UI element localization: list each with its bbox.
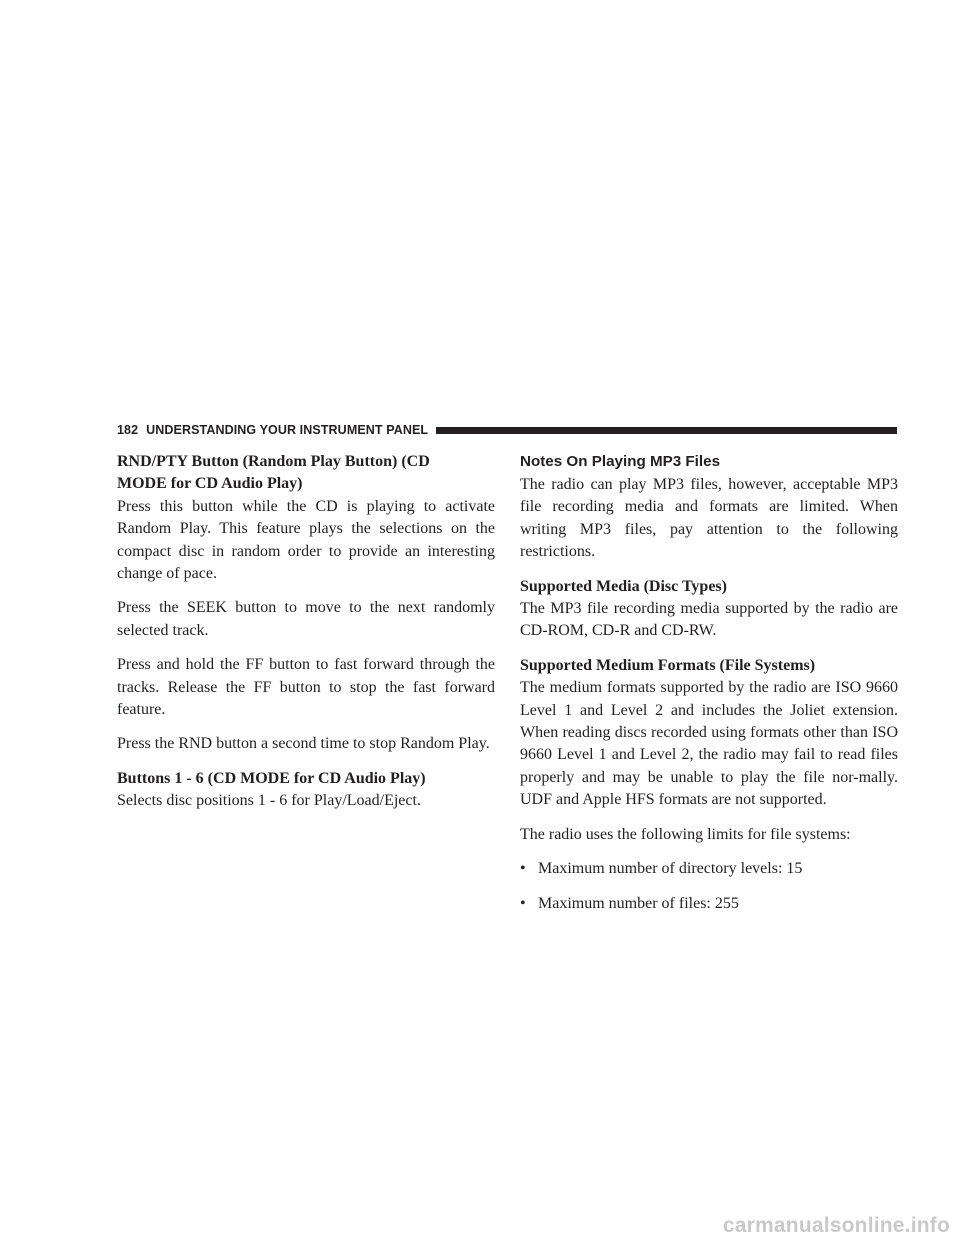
limit-files: Maximum number of files: 255 bbox=[538, 894, 739, 912]
mp3-heading-wrap bbox=[520, 452, 720, 472]
mp3-intro-paragraph: The radio can play MP3 files, however, acceptable MP3 file recording media and formats are limited. When writing MP3 files, pay attention to the following restrictions. bbox=[520, 476, 898, 561]
formats-section bbox=[520, 655, 898, 812]
rnd-heading-line1: RND/PTY Button (Random Play Button) (CD bbox=[117, 453, 430, 470]
rnd-paragraph-activate: Press this button while the CD is playing to activate Random Play. This feature plays the selections on the compact disc in random order to provide an interesting change of pace. bbox=[117, 497, 495, 583]
buttons-section bbox=[117, 768, 495, 813]
formats-heading: Supported Medium Formats (File Systems) bbox=[520, 656, 816, 674]
header-rule bbox=[436, 427, 897, 434]
rnd-paragraph-stop: Press the RND button a second time to stop Random Play. bbox=[117, 735, 490, 753]
media-paragraph: The MP3 file recording media supported by the radio are CD-ROM, CD-R and CD-RW. bbox=[520, 600, 898, 640]
list-item bbox=[520, 858, 898, 880]
buttons-heading: Buttons 1 - 6 (CD MODE for CD Audio Play) bbox=[117, 769, 426, 787]
limits-list bbox=[520, 858, 898, 915]
section-title: UNDERSTANDING YOUR INSTRUMENT PANEL bbox=[146, 423, 429, 437]
list-item bbox=[520, 893, 898, 915]
bullet-glyph: • bbox=[520, 894, 526, 912]
left-column bbox=[117, 451, 495, 825]
page-header bbox=[117, 421, 897, 439]
limits-intro-paragraph: The radio uses the following limits for file systems: bbox=[520, 825, 851, 843]
formats-paragraph: The medium formats supported by the radio are ISO 9660 Level 1 and Level 2 and includes the Joliet extension. When reading discs recorded using formats other than ISO 9660 Level 1 and Level 2, the radio may fail to read files properly and may be unable to play the file nor-mally. UDF and Apple HFS formats are not supported. bbox=[520, 679, 898, 809]
page-number: 182 bbox=[117, 423, 139, 437]
bullet-glyph: • bbox=[520, 860, 526, 878]
watermark: carmanualsonline.info bbox=[722, 1214, 950, 1237]
rnd-paragraph-ff: Press and hold the FF button to fast forward through the tracks. Release the FF button to stop the fast forward feature. bbox=[117, 656, 495, 719]
media-heading: Supported Media (Disc Types) bbox=[520, 577, 727, 595]
rnd-paragraph-seek: Press the SEEK button to move to the next randomly selected track. bbox=[117, 599, 495, 639]
buttons-paragraph: Selects disc positions 1 - 6 for Play/Load/Eject. bbox=[117, 792, 421, 810]
right-column bbox=[520, 474, 898, 927]
rnd-section bbox=[117, 451, 495, 585]
rnd-heading-line2: MODE for CD Audio Play) bbox=[117, 475, 303, 493]
media-section bbox=[520, 576, 898, 643]
mp3-heading: Notes On Playing MP3 Files bbox=[520, 453, 721, 470]
limit-directory-levels: Maximum number of directory levels: 15 bbox=[538, 860, 803, 878]
